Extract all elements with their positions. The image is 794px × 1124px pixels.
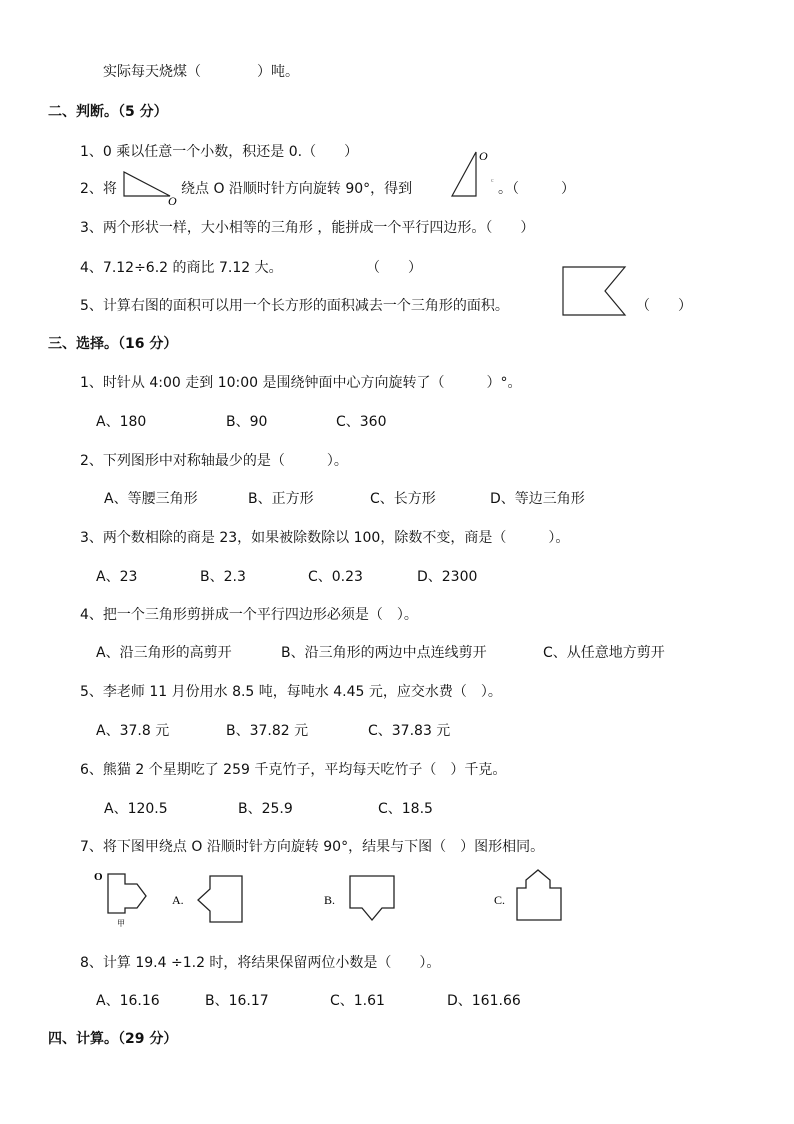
q8-option-a: A、16.16 <box>96 993 160 1009</box>
point-o-label-2: O <box>479 149 488 163</box>
figure-a-label: A. <box>172 893 184 907</box>
choice-question-1: 1、时针从 4:00 走到 10:00 是围绕钟面中心方向旋转了（ ）°。 <box>80 375 522 391</box>
flag-shape-figure <box>561 264 629 318</box>
q6-option-c: C、18.5 <box>378 801 433 817</box>
judge-item-4-paren: （ ） <box>366 260 422 276</box>
q6-option-a: A、120.5 <box>104 801 168 817</box>
q2-option-a: A、等腰三角形 <box>104 491 198 507</box>
q5-option-c: C、37.83 元 <box>368 723 451 739</box>
figure-option-b <box>322 872 402 928</box>
top-line: 实际每天烧煤（ ）吨。 <box>103 64 299 80</box>
choice-question-6: 6、熊猫 2 个星期吃了 259 千克竹子，平均每天吃竹子（ ）千克。 <box>80 762 507 778</box>
q5-option-a: A、37.8 元 <box>96 723 170 739</box>
figure-c-label: C. <box>494 893 506 907</box>
judge-item-5-paren: （ ） <box>636 298 692 314</box>
q3-option-c: C、0.23 <box>308 569 363 585</box>
q8-option-d: D、161.66 <box>447 993 521 1009</box>
section4-heading: 四、计算。（29 分） <box>48 1031 178 1047</box>
q2-option-d: D、等边三角形 <box>490 491 585 507</box>
judge-item-5: 5、计算右图的面积可以用一个长方形的面积减去一个三角形的面积。 <box>80 298 509 314</box>
choice-question-2: 2、下列图形中对称轴最少的是（ ）。 <box>80 453 348 469</box>
judge-item-4: 4、7.12÷6.2 的商比 7.12 大。 <box>80 260 283 276</box>
point-c-label: c <box>491 178 494 184</box>
q1-option-c: C、360 <box>336 414 387 430</box>
q4-option-a: A、沿三角形的高剪开 <box>96 645 232 661</box>
figure-b-label: B. <box>324 893 336 907</box>
figure-option-c <box>494 866 570 924</box>
q3-option-a: A、23 <box>96 569 138 585</box>
section2-heading: 二、判断。（5 分） <box>48 104 168 120</box>
section3-heading: 三、选择。（16 分） <box>48 336 178 352</box>
triangle-figure-original <box>120 168 180 206</box>
judge-item-2-middle: 绕点 O 沿顺时针方向旋转 90°，得到 <box>181 181 413 197</box>
q8-option-b: B、16.17 <box>205 993 269 1009</box>
q2-option-c: C、长方形 <box>370 491 436 507</box>
figure-jia-label: 甲 <box>117 919 125 928</box>
figure-option-a <box>168 872 268 924</box>
judge-item-2-after: 。（ ） <box>498 181 575 197</box>
q5-option-b: B、37.82 元 <box>226 723 309 739</box>
q4-option-b: B、沿三角形的两边中点连线剪开 <box>281 645 487 661</box>
judge-item-3: 3、两个形状一样，大小相等的三角形 ，能拼成一个平行四边形。（ ） <box>80 220 535 236</box>
q8-option-c: C、1.61 <box>330 993 385 1009</box>
q3-option-d: D、2300 <box>417 569 478 585</box>
choice-question-7: 7、将下图甲绕点 O 沿顺时针方向旋转 90°，结果与下图（ ）图形相同。 <box>80 839 545 855</box>
q3-option-b: B、2.3 <box>200 569 246 585</box>
judge-item-2-before: 2、将 <box>80 181 117 197</box>
q4-option-c: C、从任意地方剪开 <box>543 645 665 661</box>
figure-jia-point-o: O <box>94 871 103 883</box>
choice-question-3: 3、两个数相除的商是 23，如果被除数除以 100，除数不变，商是（ ）。 <box>80 530 570 546</box>
point-o-label-1: O <box>168 194 177 206</box>
choice-question-8: 8、计算 19.4 ÷1.2 时，将结果保留两位小数是（ ）。 <box>80 955 441 971</box>
q1-option-a: A、180 <box>96 414 147 430</box>
choice-question-4: 4、把一个三角形剪拼成一个平行四边形必须是（ ）。 <box>80 607 418 623</box>
q6-option-b: B、25.9 <box>238 801 293 817</box>
q2-option-b: B、正方形 <box>248 491 314 507</box>
judge-item-1: 1、0 乘以任意一个小数，积还是 0.（ ） <box>80 144 359 160</box>
choice-question-5: 5、李老师 11 月份用水 8.5 吨，每吨水 4.45 元，应交水费（ ）。 <box>80 684 502 700</box>
q1-option-b: B、90 <box>226 414 268 430</box>
